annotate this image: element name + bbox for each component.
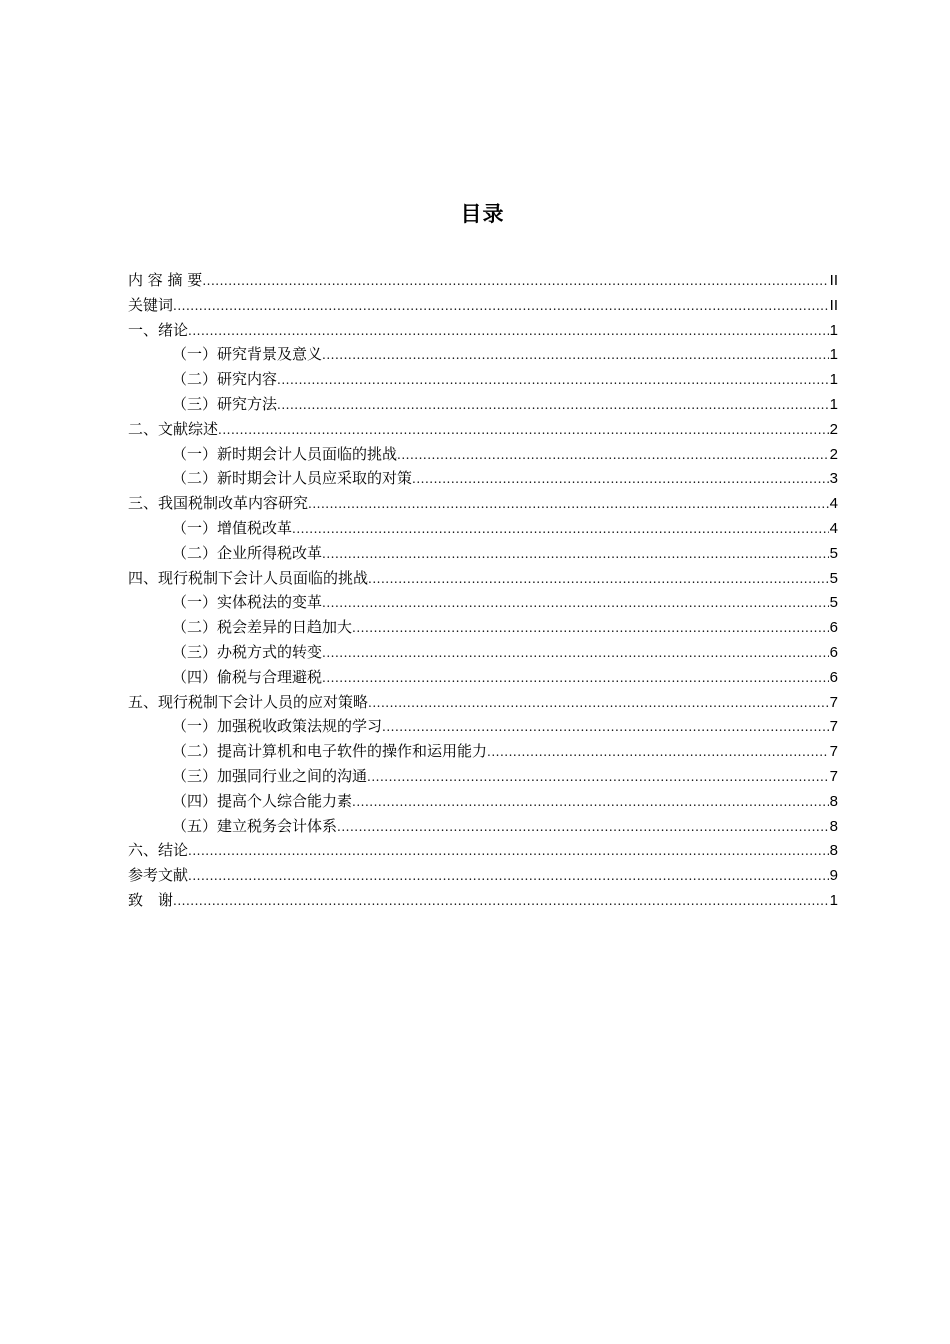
toc-dot-leader: [173, 294, 829, 319]
toc-page-number: 4: [829, 519, 838, 537]
toc-entry[interactable]: [128, 888, 838, 913]
toc-dot-leader: [308, 492, 829, 517]
toc-page-number: 1: [829, 321, 838, 339]
toc-entry[interactable]: [128, 342, 838, 367]
toc-entry[interactable]: [128, 566, 838, 591]
toc-entry-label: 参考文献: [128, 866, 189, 885]
toc-page-number: 1: [829, 346, 838, 364]
toc-entry[interactable]: [128, 466, 838, 491]
table-of-contents: [128, 268, 838, 913]
toc-dot-leader: [322, 343, 829, 368]
toc-dot-leader: [368, 691, 829, 716]
toc-page-number: 4: [829, 495, 838, 513]
toc-page-number: 6: [829, 643, 838, 661]
toc-entry[interactable]: [128, 814, 838, 839]
toc-page-number: 2: [829, 420, 838, 438]
toc-page-number: 5: [829, 569, 838, 587]
toc-dot-leader: [277, 368, 829, 393]
toc-page-number: 6: [829, 668, 838, 686]
toc-entry[interactable]: [128, 442, 838, 467]
toc-dot-leader: [322, 542, 829, 567]
toc-entry-label: （二）企业所得税改革: [172, 543, 323, 562]
toc-entry-label: 内 容 摘 要: [128, 271, 203, 289]
toc-entry-label: （四）提高个人综合能力素: [172, 791, 353, 810]
toc-entry[interactable]: [128, 293, 838, 318]
toc-page-number: 6: [829, 619, 838, 637]
toc-entry[interactable]: [128, 690, 838, 715]
toc-entry[interactable]: [128, 268, 838, 293]
toc-entry-label: （三）研究方法: [172, 394, 278, 413]
toc-dot-leader: [188, 839, 829, 864]
toc-entry[interactable]: [128, 367, 838, 392]
toc-dot-leader: [292, 517, 829, 542]
toc-dot-leader: [368, 567, 829, 592]
toc-entry[interactable]: [128, 640, 838, 665]
toc-page-number: 1: [829, 371, 838, 389]
toc-entry[interactable]: [128, 417, 838, 442]
toc-entry-label: （二）研究内容: [172, 370, 278, 389]
toc-dot-leader: [202, 269, 828, 294]
toc-page-number: 8: [829, 792, 838, 810]
toc-entry-label: （三）办税方式的转变: [172, 642, 323, 661]
toc-dot-leader: [412, 467, 829, 492]
toc-entry[interactable]: [128, 739, 838, 764]
toc-entry-label: 致 谢: [128, 890, 174, 909]
toc-page-number: 5: [829, 594, 838, 612]
toc-dot-leader: [382, 715, 829, 740]
toc-entry-label: （二）提高计算机和电子软件的操作和运用能力: [172, 742, 488, 761]
toc-entry-label: 四、现行税制下会计人员面临的挑战: [128, 568, 369, 587]
toc-entry-label: 一、绪论: [128, 320, 189, 339]
toc-entry-label: 六、结论: [128, 841, 189, 860]
toc-entry-label: 三、我国税制改革内容研究: [128, 494, 309, 513]
toc-dot-leader: [352, 616, 829, 641]
toc-entry[interactable]: [128, 615, 838, 640]
toc-entry[interactable]: [128, 516, 838, 541]
toc-page-number: II: [829, 296, 838, 314]
toc-dot-leader: [397, 443, 829, 468]
toc-dot-leader: [367, 765, 829, 790]
toc-entry[interactable]: [128, 318, 838, 343]
toc-page-number: 2: [829, 445, 838, 463]
toc-dot-leader: [487, 740, 829, 765]
toc-dot-leader: [218, 418, 829, 443]
toc-dot-leader: [277, 393, 829, 418]
toc-page-number: 7: [829, 767, 838, 785]
toc-entry-label: （一）研究背景及意义: [172, 345, 323, 364]
toc-page-number: 8: [829, 817, 838, 835]
toc-page-number: 1: [829, 891, 838, 909]
toc-entry-label: （四）偷税与合理避税: [172, 667, 323, 686]
toc-page-number: 8: [829, 842, 838, 860]
toc-dot-leader: [337, 815, 829, 840]
toc-entry[interactable]: [128, 491, 838, 516]
toc-page-number: 7: [829, 693, 838, 711]
toc-entry-label: （一）新时期会计人员面临的挑战: [172, 444, 398, 463]
toc-entry[interactable]: [128, 541, 838, 566]
toc-entry[interactable]: [128, 863, 838, 888]
toc-entry[interactable]: [128, 838, 838, 863]
toc-page-number: 5: [829, 544, 838, 562]
toc-dot-leader: [352, 790, 829, 815]
toc-page-number: II: [829, 272, 838, 289]
toc-entry[interactable]: [128, 789, 838, 814]
toc-entry-label: （一）加强税收政策法规的学习: [172, 717, 383, 736]
toc-entry-label: （三）加强同行业之间的沟通: [172, 766, 368, 785]
toc-entry[interactable]: [128, 590, 838, 615]
toc-entry[interactable]: [128, 714, 838, 739]
toc-entry[interactable]: [128, 392, 838, 417]
toc-entry[interactable]: [128, 764, 838, 789]
toc-dot-leader: [188, 864, 829, 889]
toc-page-number: 7: [829, 718, 838, 736]
toc-entry-label: 五、现行税制下会计人员的应对策略: [128, 692, 369, 711]
toc-entry-label: （一）实体税法的变革: [172, 593, 323, 612]
toc-dot-leader: [322, 666, 829, 691]
toc-entry-label: （二）新时期会计人员应采取的对策: [172, 469, 413, 488]
toc-entry-label: 关键词: [128, 295, 174, 314]
toc-entry-label: （二）税会差异的日趋加大: [172, 618, 353, 637]
toc-page-number: 9: [829, 867, 838, 885]
toc-page-number: 7: [829, 743, 838, 761]
toc-dot-leader: [322, 591, 829, 616]
toc-page-number: 3: [829, 470, 838, 488]
toc-dot-leader: [188, 319, 829, 344]
toc-dot-leader: [322, 641, 829, 666]
toc-entry-label: 二、文献综述: [128, 419, 219, 438]
toc-entry[interactable]: [128, 665, 838, 690]
toc-dot-leader: [173, 889, 829, 914]
toc-page-number: 1: [829, 395, 838, 413]
toc-entry-label: （五）建立税务会计体系: [172, 816, 338, 835]
page-title: 目录: [460, 202, 505, 226]
toc-entry-label: （一）增值税改革: [172, 518, 293, 537]
